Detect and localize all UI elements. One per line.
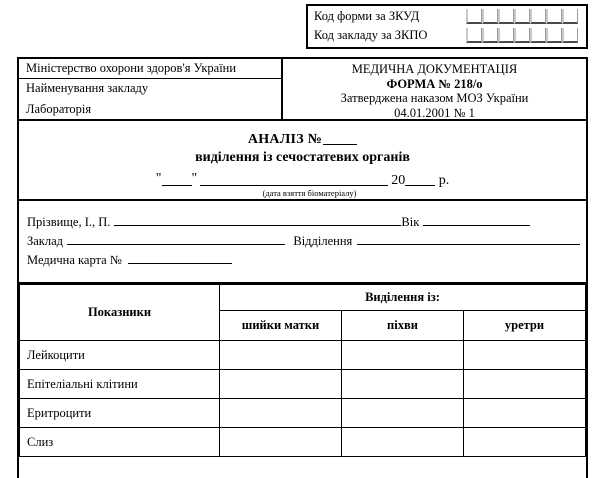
code-cell[interactable] xyxy=(514,28,530,43)
table-row xyxy=(20,428,586,457)
medical-card-row xyxy=(27,251,586,270)
code-cell[interactable] xyxy=(530,28,546,43)
age-field[interactable] xyxy=(423,213,530,226)
cell-leukocytes-urethra[interactable] xyxy=(464,341,586,370)
code-cell[interactable] xyxy=(530,9,546,24)
code-row-zkud xyxy=(308,7,586,26)
analysis-title-row xyxy=(19,132,586,148)
sample-date-caption: (дата взяття біоматеріалу) xyxy=(262,188,357,198)
code-cell[interactable] xyxy=(466,9,482,24)
cell-mucus-cervix[interactable] xyxy=(220,428,342,457)
patient-name-row xyxy=(27,213,586,232)
quote-open: " xyxy=(155,171,162,186)
code-cell[interactable] xyxy=(498,9,514,24)
code-label-zkpo: Код закладу за ЗКПО xyxy=(314,28,428,42)
form-number: ФОРМА № 218/о xyxy=(386,76,483,91)
header-discharge-group: Виділення із: xyxy=(220,285,586,311)
month-blank[interactable] xyxy=(200,185,388,186)
code-cell[interactable] xyxy=(482,9,498,24)
cell-mucus-vagina[interactable] xyxy=(342,428,464,457)
header-left-column xyxy=(19,59,283,119)
analysis-title: АНАЛІЗ № xyxy=(247,132,323,147)
row-label-epithelial-cells: Епітеліальні клітини xyxy=(20,370,220,399)
code-cells-zkud xyxy=(466,9,578,24)
code-cell[interactable] xyxy=(562,28,578,43)
cell-epithelial-vagina[interactable] xyxy=(342,370,464,399)
code-box xyxy=(306,4,588,49)
row-label-mucus: Слиз xyxy=(20,428,220,457)
cell-erythrocytes-urethra[interactable] xyxy=(464,399,586,428)
institution-row xyxy=(27,232,586,251)
cell-leukocytes-cervix[interactable] xyxy=(220,341,342,370)
ministry-label: Міністерство охорони здоров'я України xyxy=(19,59,281,79)
year-blank[interactable] xyxy=(405,185,435,186)
institution-name-label: Найменування закладу xyxy=(26,81,149,95)
day-blank[interactable] xyxy=(162,185,192,186)
approval-date: 04.01.2001 № 1 xyxy=(394,105,475,120)
patient-info-band xyxy=(19,201,586,284)
medical-card-label: Медична карта № xyxy=(27,253,122,267)
code-cells-zkpo xyxy=(466,28,578,43)
results-table-body xyxy=(20,341,586,457)
code-cell[interactable] xyxy=(514,9,530,24)
laboratory-label: Лабораторія xyxy=(26,102,92,116)
department-field[interactable] xyxy=(357,232,580,245)
code-cell[interactable] xyxy=(546,9,562,24)
results-table xyxy=(19,284,586,457)
header-vagina: піхви xyxy=(342,311,464,341)
code-cell[interactable] xyxy=(498,28,514,43)
approval-authority: Затверджена наказом МОЗ України xyxy=(340,91,529,105)
analysis-subtitle: виділення із сечостатевих органів xyxy=(195,150,410,165)
surname-label: Прізвище, І., П. xyxy=(27,215,111,229)
year-suffix: р. xyxy=(438,173,450,188)
table-row xyxy=(20,370,586,399)
header-right-column xyxy=(283,59,586,119)
cell-leukocytes-vagina[interactable] xyxy=(342,341,464,370)
table-row xyxy=(20,341,586,370)
row-label-erythrocytes: Еритроцити xyxy=(20,399,220,428)
header-indicator: Показники xyxy=(20,285,220,341)
code-cell[interactable] xyxy=(562,9,578,24)
code-cell[interactable] xyxy=(482,28,498,43)
table-header-row-1 xyxy=(20,285,586,311)
form-frame xyxy=(17,57,588,478)
code-cell[interactable] xyxy=(546,28,562,43)
results-table-head xyxy=(20,285,586,341)
code-label-zkud: Код форми за ЗКУД xyxy=(314,9,420,23)
cell-epithelial-cervix[interactable] xyxy=(220,370,342,399)
analysis-title-band xyxy=(19,121,586,201)
code-row-zkpo xyxy=(308,26,586,45)
cell-erythrocytes-vagina[interactable] xyxy=(342,399,464,428)
quote-close: " xyxy=(191,171,198,186)
cell-epithelial-urethra[interactable] xyxy=(464,370,586,399)
institution-label: Заклад xyxy=(27,234,64,248)
department-label: Відділення xyxy=(293,234,353,248)
code-cell[interactable] xyxy=(466,28,482,43)
institution-field[interactable] xyxy=(67,232,285,245)
header-cervix: шийки матки xyxy=(220,311,342,341)
table-row xyxy=(20,399,586,428)
age-label: Вік xyxy=(401,215,420,229)
medical-card-field[interactable] xyxy=(128,251,232,264)
cell-mucus-urethra[interactable] xyxy=(464,428,586,457)
doc-type-title: МЕДИЧНА ДОКУМЕНТАЦІЯ xyxy=(351,62,518,76)
sample-date-row xyxy=(19,171,586,189)
year-prefix: 20 xyxy=(391,173,406,188)
header-urethra: уретри xyxy=(464,311,586,341)
analysis-number-blank[interactable] xyxy=(323,144,357,145)
form-header xyxy=(19,59,586,121)
cell-erythrocytes-cervix[interactable] xyxy=(220,399,342,428)
surname-field[interactable] xyxy=(114,213,401,226)
row-label-leukocytes: Лейкоцити xyxy=(20,341,220,370)
